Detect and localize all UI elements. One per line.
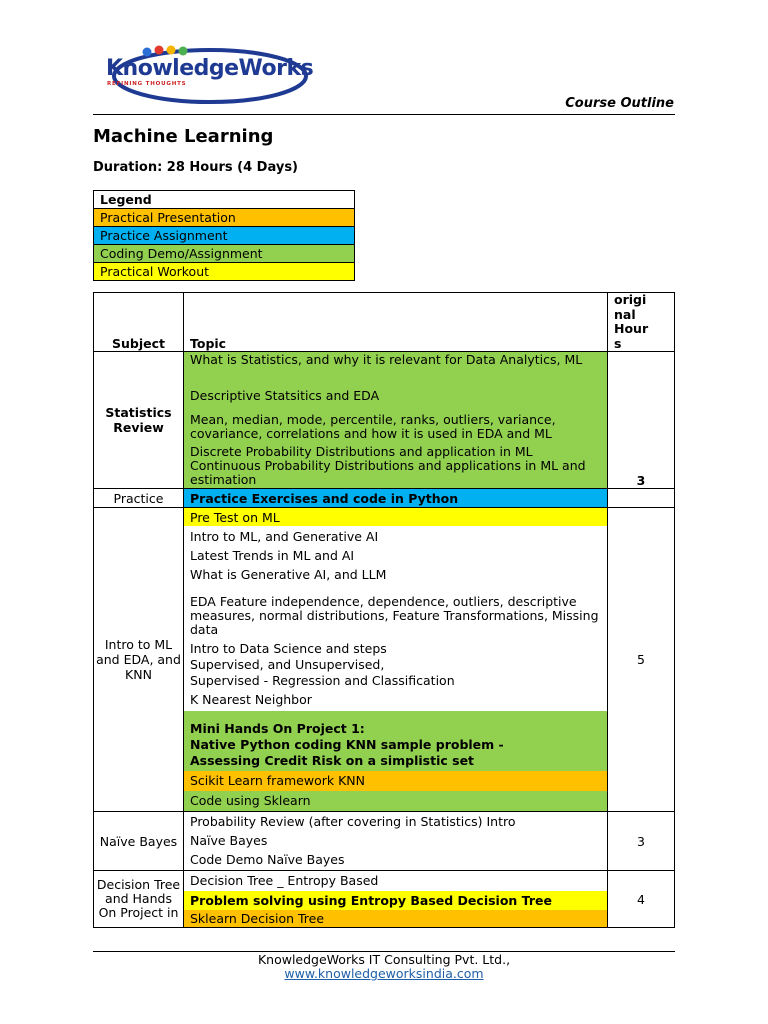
topic-item: Intro to Data Science and steps	[190, 641, 387, 656]
topic-item: Naïve Bayes	[190, 833, 268, 848]
subject-cell: Decision Tree and Hands On Project in	[94, 871, 184, 928]
subject-cell: Intro to ML and EDA, and KNN	[94, 508, 184, 812]
topic-item: Scikit Learn framework KNN	[184, 771, 607, 791]
topic-item: Problem solving using Entropy Based Decision Tree	[184, 891, 607, 910]
header-subject: Subject	[94, 293, 184, 352]
hours-cell: 3	[608, 812, 675, 871]
topic-item: What is Statistics, and why it is relevant for Data Analytics, ML	[190, 352, 583, 367]
topic-item: Supervised, and Unsupervised,	[190, 657, 385, 672]
topic-item: Supervised - Regression and Classification	[190, 673, 455, 688]
table-row	[94, 352, 675, 489]
topic-item: Latest Trends in ML and AI	[190, 548, 355, 563]
legend-item-practical-presentation: Practical Presentation	[94, 208, 354, 226]
hours-cell	[608, 489, 675, 508]
header-topic: Topic	[184, 293, 608, 352]
topic-item: Descriptive Statsitics and EDA	[190, 388, 380, 403]
subject-cell: Naïve Bayes	[94, 812, 184, 871]
topic-item: Probability Review (after covering in Statistics) Intro	[190, 814, 516, 829]
topic-item: Pre Test on ML	[184, 508, 607, 526]
topic-item: Practice Exercises and code in Python	[190, 491, 459, 506]
table-row	[94, 508, 675, 812]
topic-item: Code using Sklearn	[184, 791, 607, 811]
topic-item: Intro to ML, and Generative AI	[190, 529, 379, 544]
topic-item: Native Python coding KNN sample problem -	[190, 737, 504, 752]
course-table	[93, 292, 675, 928]
topic-item: What is Generative AI, and LLM	[190, 567, 387, 582]
course-outline-label: Course Outline	[565, 96, 674, 111]
page-title: Machine Learning	[93, 126, 274, 147]
topic-cell	[184, 508, 608, 812]
topic-item: K Nearest Neighbor	[190, 692, 312, 707]
topic-item: Mini Hands On Project 1:	[190, 721, 365, 736]
topic-cell	[184, 812, 608, 871]
subject-cell: Statistics Review	[94, 352, 184, 489]
header-hours: origi nal Hour s	[608, 293, 675, 352]
hours-cell: 5	[608, 508, 675, 812]
topic-item: Mean, median, mode, percentile, ranks, outliers, variance, covariance, correlations and how it is used in EDA and ML	[190, 412, 556, 441]
topic-item: EDA Feature independence, dependence, outliers, descriptive measures, normal distributions, Feature Transformations, Missing data	[190, 594, 599, 637]
duration-text: Duration: 28 Hours (4 Days)	[93, 160, 298, 175]
footer-company: KnowledgeWorks IT Consulting Pvt. Ltd.,	[257, 952, 511, 967]
topic-item: Assessing Credit Risk on a simplistic set	[190, 753, 475, 768]
legend-item-practical-workout: Practical Workout	[94, 262, 354, 280]
topic-item: Discrete Probability Distributions and application in ML Continuous Probability Distributions and applications in ML and estimation	[190, 444, 586, 487]
hours-cell: 4	[608, 871, 675, 928]
subject-cell: Practice	[94, 489, 184, 508]
table-row	[94, 489, 675, 508]
legend-heading: Legend	[100, 192, 152, 207]
logo-tagline: REFINING THOUGHTS	[107, 81, 187, 87]
legend-box	[93, 190, 355, 281]
hours-cell: 3	[608, 352, 675, 489]
topic-cell	[184, 489, 608, 508]
topic-cell	[184, 871, 608, 928]
topic-item: Sklearn Decision Tree	[184, 910, 607, 927]
footer-website-link[interactable]: www.knowledgeworksindia.com	[284, 966, 484, 981]
header-divider	[93, 114, 675, 115]
topic-item: Decision Tree _ Entropy Based	[190, 873, 379, 888]
legend-item-practice-assignment: Practice Assignment	[94, 226, 354, 244]
table-header-row	[94, 293, 675, 352]
mini-project-block	[184, 711, 607, 771]
topic-item: Code Demo Naïve Bayes	[190, 852, 345, 867]
legend-item-coding-demo: Coding Demo/Assignment	[94, 244, 354, 262]
topic-cell	[184, 352, 608, 489]
logo-text: KnowledgeWorks	[106, 56, 314, 81]
table-row	[94, 812, 675, 871]
table-row	[94, 871, 675, 928]
